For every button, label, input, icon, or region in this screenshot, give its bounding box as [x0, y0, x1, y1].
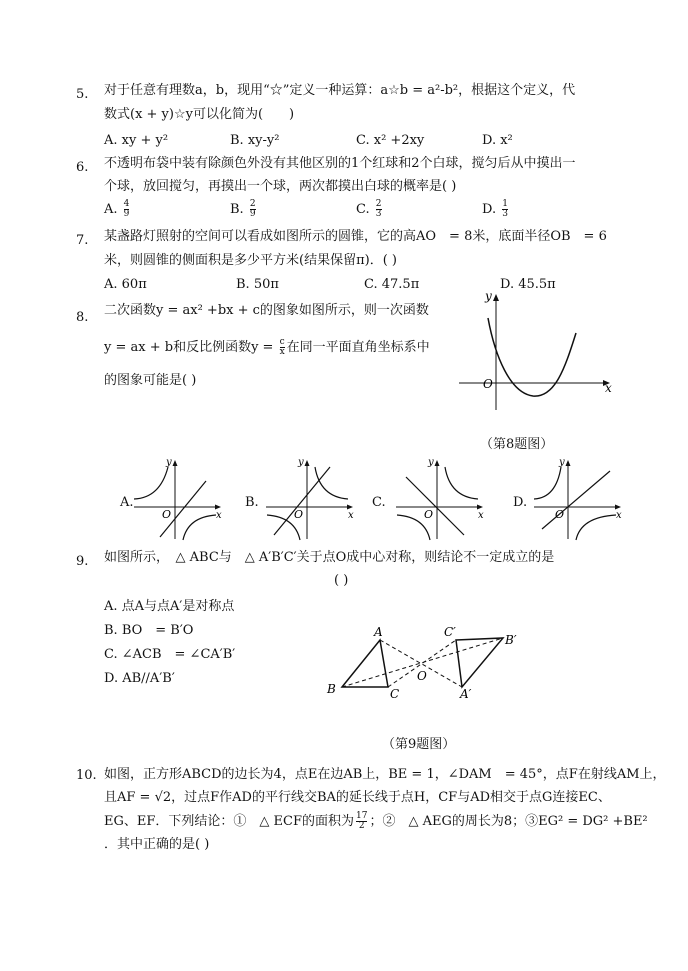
- arrow-icon: [173, 460, 178, 466]
- x-label: x: [216, 510, 222, 521]
- q10-text-line4: ．其中正确的是( ): [104, 837, 210, 852]
- q9-option-b: B. BO = B′O: [104, 623, 194, 638]
- q7-number: 7.: [76, 233, 89, 248]
- hyperbola-branch: [534, 467, 561, 499]
- x-label: x: [348, 510, 354, 521]
- label-b: B: [327, 682, 336, 696]
- q8-y-label: y: [485, 289, 492, 303]
- q8-option-c-label: C.: [372, 495, 386, 510]
- q8-option-a-graph: [130, 455, 230, 543]
- q8-option-a-label: A.: [120, 495, 134, 510]
- q6-option-b-fraction: [250, 200, 256, 219]
- q6-a-numerator: 4: [123, 199, 130, 209]
- label-a-prime: A′: [460, 687, 472, 701]
- arrow-icon: [566, 460, 571, 466]
- q8-text-line1: 二次函数y = ax² +bx + c的图象如图所示，则一次函数: [104, 303, 429, 318]
- y-label: y: [559, 457, 565, 468]
- q8-option-c-graph: [392, 455, 492, 543]
- y-label: y: [166, 457, 172, 468]
- line-graph: [542, 471, 610, 529]
- q10-line3-part2: ；② △ AEG的周长为8；③EG² = DG² +BE²: [369, 814, 648, 829]
- q6-option-b-label: B.: [230, 202, 244, 217]
- q8-parabola-curve: [488, 318, 576, 396]
- q8-text-line2: [104, 338, 430, 357]
- q8-figure-caption: （第8题图）: [480, 437, 554, 452]
- q9-text-line2: ( ): [334, 573, 349, 588]
- q8-option-b-label: B.: [245, 495, 259, 510]
- y-label: y: [298, 457, 304, 468]
- label-a: A: [374, 625, 383, 639]
- q6-b-denominator: 9: [249, 209, 256, 219]
- arrow-icon: [435, 460, 440, 466]
- q6-option-d-label: D.: [482, 202, 497, 217]
- q8-frac-denominator: x: [279, 347, 285, 357]
- q6-text-line2: 个球，放回搅匀，再摸出一个球，两次都摸出白球的概率是( ): [104, 179, 457, 194]
- x-label: x: [478, 510, 484, 521]
- q6-option-c-fraction: [376, 200, 382, 219]
- origin-label: O: [294, 508, 304, 521]
- q8-number: 8.: [76, 310, 89, 325]
- label-b-prime: B′: [505, 633, 517, 647]
- q6-d-numerator: 1: [502, 199, 508, 209]
- q8-origin-label: O: [483, 377, 493, 391]
- q6-option-d-fraction: [502, 200, 508, 219]
- q6-a-denominator: 9: [123, 209, 130, 219]
- q6-option-b: [230, 200, 258, 219]
- q6-number: 6.: [76, 160, 89, 175]
- q6-c-denominator: 3: [375, 209, 382, 219]
- q6-text-line1: 不透明布袋中装有除颜色外没有其他区别的1个红球和2个白球，搅匀后从中摸出一: [104, 156, 576, 171]
- q6-option-a-label: A.: [104, 202, 118, 217]
- x-label: x: [616, 510, 622, 521]
- q7-option-a: A. 60π: [104, 277, 147, 292]
- q5-number: 5.: [76, 87, 89, 102]
- q10-number: 10.: [76, 768, 97, 783]
- q9-option-c: C. ∠ACB = ∠CA′B′: [104, 647, 236, 662]
- q8-parabola-figure: [455, 288, 615, 414]
- q8-option-d-graph: [530, 455, 630, 543]
- q9-triangle-figure: [322, 620, 527, 702]
- q9-figure-caption: （第9题图）: [382, 737, 456, 752]
- q7-option-d: D. 45.5π: [500, 277, 556, 292]
- q6-d-denominator: 3: [502, 209, 508, 219]
- q6-option-a-fraction: [124, 200, 130, 219]
- q10-frac-numerator: 17: [355, 811, 368, 821]
- q6-option-d: [482, 200, 510, 219]
- hyperbola-branch: [183, 515, 216, 540]
- arrow-icon: [615, 505, 621, 510]
- q8-option-b-graph: [262, 455, 362, 543]
- label-o: O: [417, 669, 427, 683]
- q8-y-arrow-icon: [493, 294, 499, 301]
- hyperbola-branch: [315, 467, 348, 499]
- q8-x-label: x: [605, 381, 612, 395]
- q6-option-c-label: C.: [356, 202, 370, 217]
- hyperbola-branch: [134, 467, 168, 499]
- q5-text-line1: 对于任意有理数a，b，现用“☆”定义一种运算：a☆b = a²-b²，根据这个定义，代: [104, 83, 576, 98]
- q9-option-a: A. 点A与点A′是对称点: [104, 599, 235, 614]
- q7-text-line1: 某盏路灯照射的空间可以看成如图所示的圆锥，它的高AO = 8米，底面半径OB = 6: [104, 229, 607, 244]
- y-label: y: [428, 457, 434, 468]
- q5-option-c: C. x² +2xy: [356, 133, 425, 148]
- q8-line2-part1: y = ax + b和反比例函数y =: [104, 340, 278, 355]
- q9-text-line1: 如图所示， △ ABC与 △ A′B′C′关于点O成中心对称，则结论不一定成立的是: [104, 550, 555, 565]
- q10-fraction-17-over-2: [356, 812, 367, 831]
- q10-text-line3: [104, 812, 648, 831]
- q7-text-line2: 米，则圆锥的侧面积是多少平方米(结果保留π)．( ): [104, 253, 397, 268]
- q5-option-b: B. xy-y²: [230, 133, 280, 148]
- line-graph: [274, 467, 330, 535]
- origin-label: O: [555, 508, 565, 521]
- origin-label: O: [424, 508, 434, 521]
- hyperbola-branch: [576, 515, 616, 540]
- q8-frac-numerator: c: [279, 337, 285, 347]
- q7-option-b: B. 50π: [236, 277, 279, 292]
- q9-number: 9.: [76, 554, 89, 569]
- q6-b-numerator: 2: [249, 199, 256, 209]
- q10-text-line1: 如图，正方形ABCD的边长为4，点E在边AB上，BE = 1，∠DAM = 45°，点F在射线AM上，: [104, 767, 666, 782]
- line-graph: [406, 477, 464, 535]
- q5-option-d: D. x²: [482, 133, 513, 148]
- q6-option-a: [104, 200, 131, 219]
- q6-option-c: [356, 200, 384, 219]
- arrow-icon: [347, 505, 353, 510]
- q8-line2-part2: 在同一平面直角坐标系中: [286, 340, 430, 355]
- label-c-prime: C′: [444, 625, 456, 639]
- q7-option-c: C. 47.5π: [364, 277, 420, 292]
- q9-option-d: D. AB//A′B′: [104, 671, 175, 686]
- q5-text-line2: 数式(x + y)☆y可以化简为( ): [104, 107, 295, 122]
- q10-frac-denominator: 2: [356, 821, 367, 831]
- q8-text-line3: 的图象可能是( ): [104, 373, 197, 388]
- q10-text-line2: 且AF = √2，过点F作AD的平行线交BA的延长线于点H，CF与AD相交于点G连接EC、: [104, 790, 611, 805]
- q5-option-a: A. xy + y²: [104, 133, 169, 148]
- arrow-icon: [305, 460, 310, 466]
- arrow-icon: [477, 505, 483, 510]
- label-c: C: [390, 687, 400, 701]
- origin-label: O: [162, 508, 172, 521]
- q10-line3-part1: EG、EF．下列结论：① △ ECF的面积为: [104, 814, 354, 829]
- hyperbola-branch: [445, 467, 478, 499]
- arrow-icon: [215, 505, 221, 510]
- q8-fraction-c-over-x: [280, 338, 285, 357]
- q6-c-numerator: 2: [375, 199, 382, 209]
- q8-option-d-label: D.: [513, 495, 528, 510]
